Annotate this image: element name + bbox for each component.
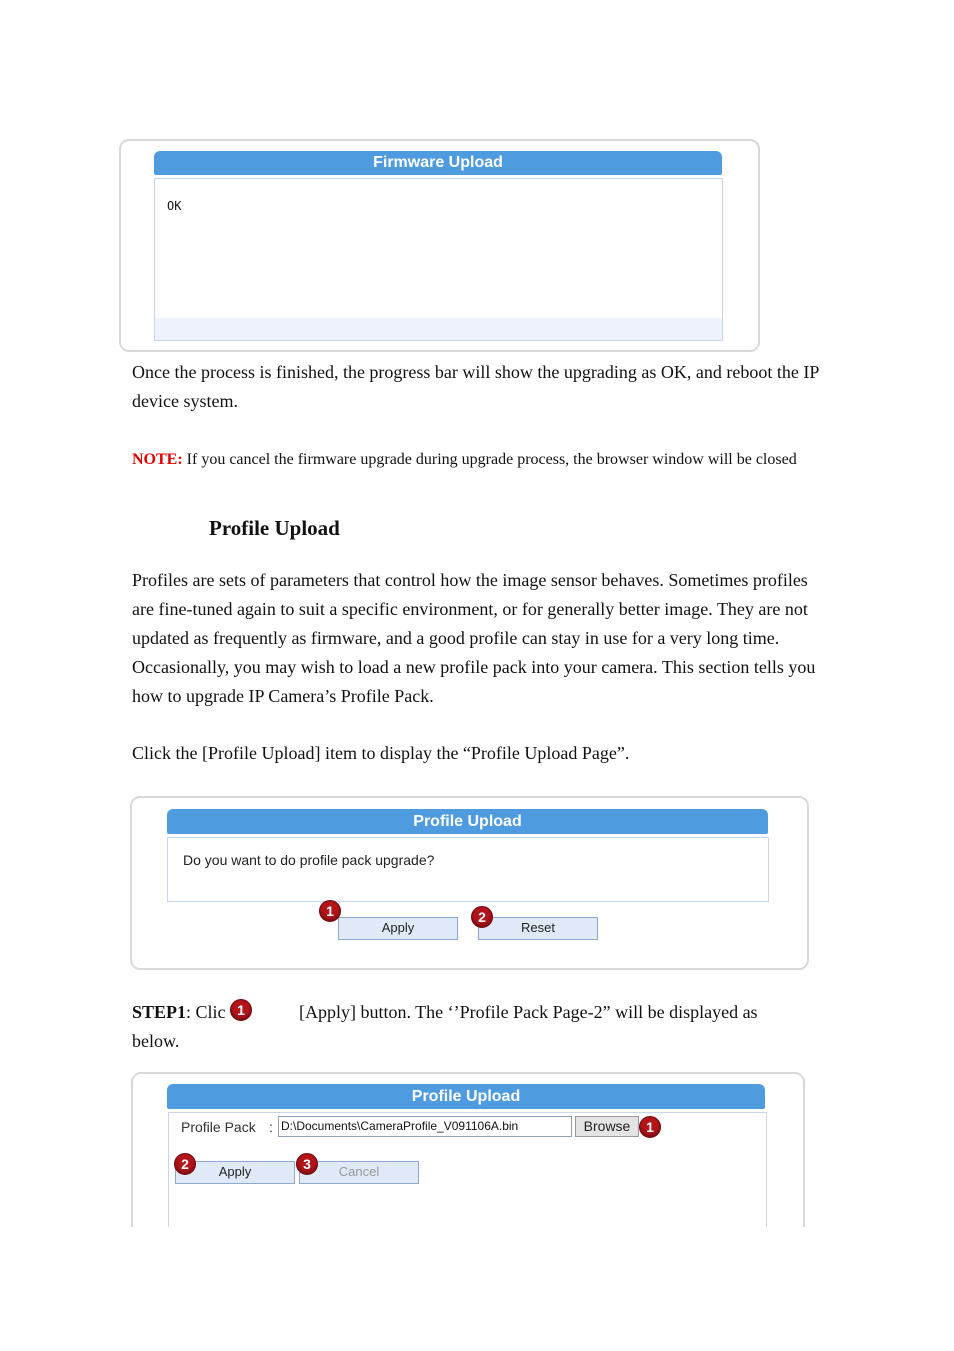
step1-label: STEP1	[132, 1002, 187, 1022]
para-process-finished: Once the process is finished, the progress bar will show the upgrading as OK, and reboot the IP device system.	[132, 362, 819, 411]
profile-question-text: Do you want to do profile pack upgrade?	[183, 852, 435, 868]
note-paragraph	[132, 446, 822, 474]
profile-upload-crop-2	[125, 1068, 815, 1227]
step1-callout-badge: 1	[230, 999, 252, 1021]
firmware-panel-footer	[155, 318, 722, 340]
note-text: If you cancel the firmware upgrade during upgrade process, the browser window will be closed	[182, 451, 797, 468]
callout-badge-cancel: 3	[296, 1153, 318, 1175]
callout-badge-apply: 1	[319, 900, 341, 922]
profile-pack-file-input[interactable]: D:\Documents\CameraProfile_V091106A.bin	[278, 1116, 572, 1137]
callout-badge-browse: 1	[639, 1116, 661, 1138]
reset-button[interactable]: Reset	[478, 917, 598, 940]
profile-pack-label: Profile Pack	[181, 1119, 256, 1135]
profile-question-panel	[167, 837, 769, 902]
apply-button-2[interactable]: Apply	[175, 1161, 295, 1184]
step1-text-b: [Apply] button. The ‘’Profile Pack Page-2” will be displayed as	[299, 1002, 758, 1022]
firmware-status-text: OK	[167, 199, 182, 213]
browse-button[interactable]: Browse	[575, 1116, 639, 1137]
cancel-button[interactable]: Cancel	[299, 1161, 419, 1184]
callout-badge-apply-2: 2	[174, 1153, 196, 1175]
para-profiles: Profiles are sets of parameters that control how the image sensor behaves. Sometimes profiles are fine-tuned again to suit a specific environment, or for generally better image. They are not updated as frequently as firmware, and a good profile can stay in use for a very long time. Occasionally, you may wish to load a new profile pack into your camera. This section tells you how to upgrade IP Camera’s Profile Pack.	[132, 570, 816, 706]
section-heading: Profile Upload	[209, 516, 340, 540]
note-label: NOTE:	[132, 451, 183, 468]
firmware-upload-panel	[154, 178, 723, 341]
callout-badge-reset: 2	[471, 906, 493, 928]
firmware-upload-titlebar: Firmware Upload	[154, 151, 722, 175]
profile-upload-titlebar-1: Profile Upload	[167, 809, 768, 834]
profile-pack-separator: :	[269, 1119, 273, 1135]
profile-upload-titlebar-2: Profile Upload	[167, 1084, 765, 1109]
para-click-profile-upload: Click the [Profile Upload] item to display the “Profile Upload Page”.	[132, 743, 630, 763]
step1-text-a: : Clic	[186, 1002, 226, 1022]
step1-text-c: below.	[132, 1031, 180, 1051]
apply-button[interactable]: Apply	[338, 917, 458, 940]
